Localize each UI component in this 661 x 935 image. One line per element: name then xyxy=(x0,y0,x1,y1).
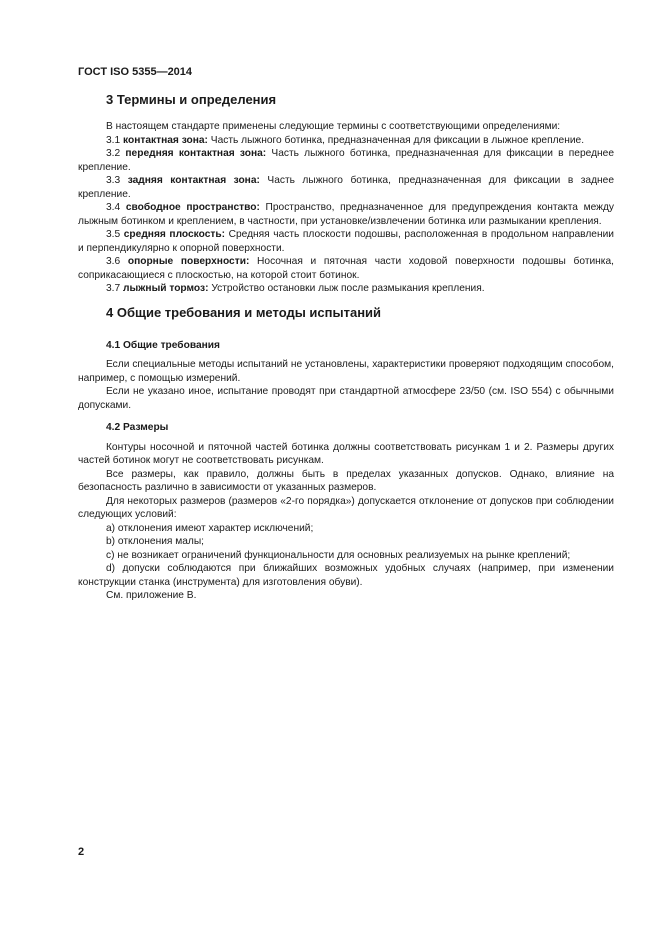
paragraph: Контуры носочной и пяточной частей ботинка должны соответствовать рисункам 1 и 2. Размеры других частей ботинок могут не соответствовать рисункам. xyxy=(78,441,614,466)
paragraph: См. приложение В. xyxy=(106,590,197,601)
subsection-4-2-title: 4.2 Размеры xyxy=(106,422,169,433)
paragraph: Если специальные методы испытаний не установлены, характеристики проверяют подходящим способом, например, с помощью измерений. xyxy=(78,359,614,384)
list-item: b) отклонения малы; xyxy=(106,536,205,547)
term-3-3: 3.3 задняя контактная зона: Часть лыжного ботинка, предназначенная для фиксации в заднее крепление. xyxy=(78,175,614,200)
document-body xyxy=(78,92,614,603)
term-3-6: 3.6 опорные поверхности: Носочная и пяточная части ходовой поверхности подошвы ботинка, соприкасающиеся с плоскостью, на которой стоит ботинок. xyxy=(78,256,614,281)
term-3-7: 3.7 лыжный тормоз: Устройство остановки лыж после размыкания крепления. xyxy=(106,283,485,294)
section-3-title: 3 Термины и определения xyxy=(106,92,277,107)
term-3-5: 3.5 средняя плоскость: Средняя часть плоскости подошвы, расположенная в продольном направлении и перпендикулярно к опорной поверхности. xyxy=(78,229,614,254)
paragraph: Для некоторых размеров (размеров «2-го порядка») допускается отклонение от допусков при соблюдении следующих условий: xyxy=(78,495,614,520)
page-number: 2 xyxy=(78,846,85,858)
subsection-4-1-title: 4.1 Общие требования xyxy=(106,339,220,351)
term-3-2: 3.2 передняя контактная зона: Часть лыжного ботинка, предназначенная для фиксации в переднее крепление. xyxy=(78,148,614,173)
paragraph: Все размеры, как правило, должны быть в пределах указанных допусков. Однако, влияние на безопасность различно в зависимости от указанных размеров. xyxy=(78,468,614,493)
paragraph: Если не указано иное, испытание проводят при стандартной атмосфере 23/50 (см. ISO 554) с обычными допусками. xyxy=(78,386,614,411)
document-header: ГОСТ ISO 5355—2014 xyxy=(78,66,193,78)
section-3-intro: В настоящем стандарте применены следующие термины с соответствующими определениями: xyxy=(106,121,561,132)
term-3-4: 3.4 свободное пространство: Пространство, предназначенное для предупреждения контакта между лыжным ботинком и креплением, в частности, при установке/извлечении ботинка или размыкании крепления. xyxy=(78,202,614,227)
list-item: d) допуски соблюдаются при ближайших возможных удобных случаях (например, при изменении конструкции станка (инструмента) для изготовления обуви). xyxy=(78,563,614,588)
term-3-1: 3.1 контактная зона: Часть лыжного ботинка, предназначенная для фиксации в лыжное крепление. xyxy=(106,134,585,146)
list-item: c) не возникает ограничений функциональности для основных реализуемых на рынке креплений; xyxy=(106,549,571,561)
section-4-title: 4 Общие требования и методы испытаний xyxy=(106,304,382,320)
list-item: a) отклонения имеют характер исключений; xyxy=(106,522,314,534)
